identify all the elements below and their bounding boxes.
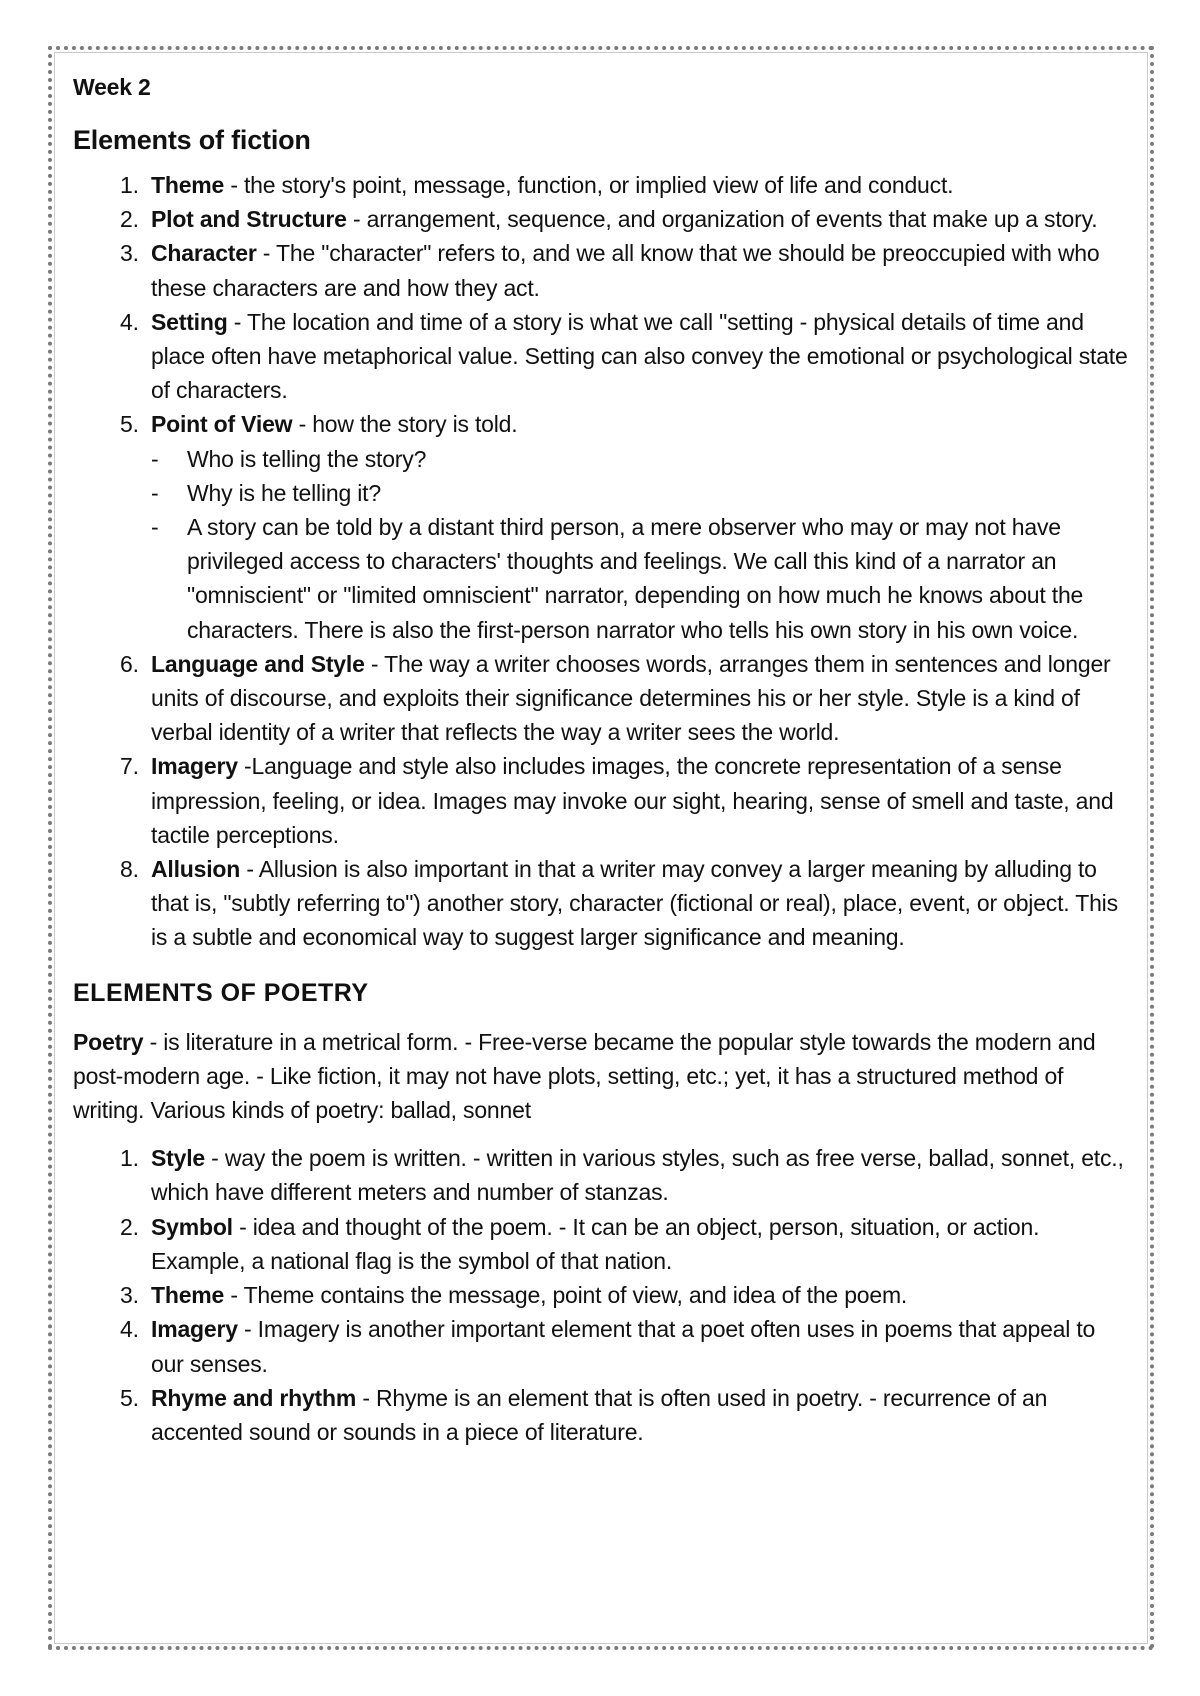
list-item <box>145 1381 1133 1449</box>
definition: -Language and style also includes images, the concrete representation of a sense impression, feeling, or idea. Images may invoke our sight, hearing, sense of smell and taste, and tactile perceptions. <box>151 753 1114 848</box>
sublist-item <box>151 442 1133 476</box>
dash-bullet: - <box>151 514 159 541</box>
document-body <box>73 70 1133 1449</box>
definition: - the story's point, message, function, or implied view of life and conduct. <box>224 172 954 198</box>
sublist-text: A story can be told by a distant third person, a mere observer who may or may not have privileged access to characters' thoughts and feelings. We call this kind of a narrator an "omniscient" or "limited omniscient" narrator, depending on how much he knows about the characters. There is also the first-person narrator who tells his own story in his own voice. <box>187 514 1084 643</box>
definition: - The location and time of a story is what we call "setting - physical details of time and place often have metaphorical value. Setting can also convey the emotional or psychological state of characters. <box>151 308 1128 404</box>
definition: - Theme contains the message, point of view, and idea of the poem. <box>224 1282 908 1309</box>
list-item <box>145 407 1133 646</box>
list-item <box>145 852 1133 955</box>
term: Poetry <box>73 1028 144 1055</box>
poetry-heading: ELEMENTS OF POETRY <box>73 978 369 1007</box>
sublist-text: Why is he telling it? <box>187 479 381 506</box>
sublist-item <box>151 476 1133 510</box>
term: Symbol <box>151 1213 233 1240</box>
term: Point of View <box>151 411 293 438</box>
list-item <box>145 1278 1133 1312</box>
list-item <box>145 647 1133 750</box>
definition: - how the story is told. <box>292 411 518 438</box>
list-item <box>145 168 1133 202</box>
term: Imagery <box>151 1316 238 1343</box>
term: Setting <box>151 308 228 335</box>
definition: - The way a writer chooses words, arranges them in sentences and longer units of discourse, and exploits their significance determines his or her style. Style is a kind of verbal identity of a writer that reflects the way a writer sees the world. <box>151 650 1111 746</box>
term: Allusion <box>151 856 241 883</box>
definition: - The "character" refers to, and we all know that we should be preoccupied with who these characters are and how they act. <box>151 240 1100 301</box>
point-of-view-sublist <box>151 442 1133 647</box>
term: Rhyme and rhythm <box>151 1384 357 1411</box>
list-item <box>145 1210 1133 1278</box>
term: Language and Style <box>151 650 365 677</box>
poetry-elements-list <box>73 1141 1133 1449</box>
week-label: Week 2 <box>73 74 151 100</box>
sublist-text: Who is telling the story? <box>187 445 427 472</box>
term: Imagery <box>151 753 238 780</box>
definition: - arrangement, sequence, and organization of events that make up a story. <box>346 206 1098 233</box>
definition: - way the poem is written. - written in various styles, such as free verse, ballad, sonnet, etc., which have different meters and number of stanzas. <box>151 1145 1124 1206</box>
term: Theme <box>151 1282 225 1309</box>
poetry-intro <box>73 1025 1133 1128</box>
definition: - is literature in a metrical form. - Free-verse became the popular style towards the modern and post-modern age. - Like fiction, it may not have plots, setting, etc.; yet, it has a structured method of writing. Various kinds of poetry: ballad, sonnet <box>73 1028 1096 1124</box>
dash-bullet: - <box>151 479 159 506</box>
term: Character <box>151 240 257 267</box>
fiction-elements-list <box>73 168 1133 955</box>
term: Theme <box>151 172 225 198</box>
list-item <box>145 305 1133 408</box>
list-item <box>145 1312 1133 1380</box>
definition: - Imagery is another important element that a poet often uses in poems that appeal to our senses. <box>151 1316 1096 1377</box>
list-item <box>145 236 1133 304</box>
term: Style <box>151 1145 205 1172</box>
dash-bullet: - <box>151 445 159 472</box>
definition: - Allusion is also important in that a writer may convey a larger meaning by alluding to that is, "subtly referring to") another story, character (fictional or real), place, event, or object. This is a subtle and economical way to suggest larger significance and meaning. <box>151 856 1118 951</box>
list-item <box>145 1141 1133 1209</box>
definition: - Rhyme is an element that is often used in poetry. - recurrence of an accented sound or sounds in a piece of literature. <box>151 1384 1048 1445</box>
list-item <box>145 202 1133 236</box>
fiction-heading: Elements of fiction <box>73 125 311 155</box>
definition: - idea and thought of the poem. - It can be an object, person, situation, or action. Example, a national flag is the symbol of that nation. <box>151 1213 1040 1274</box>
sublist-item <box>151 510 1133 647</box>
list-item <box>145 749 1133 852</box>
term: Plot and Structure <box>151 206 347 233</box>
